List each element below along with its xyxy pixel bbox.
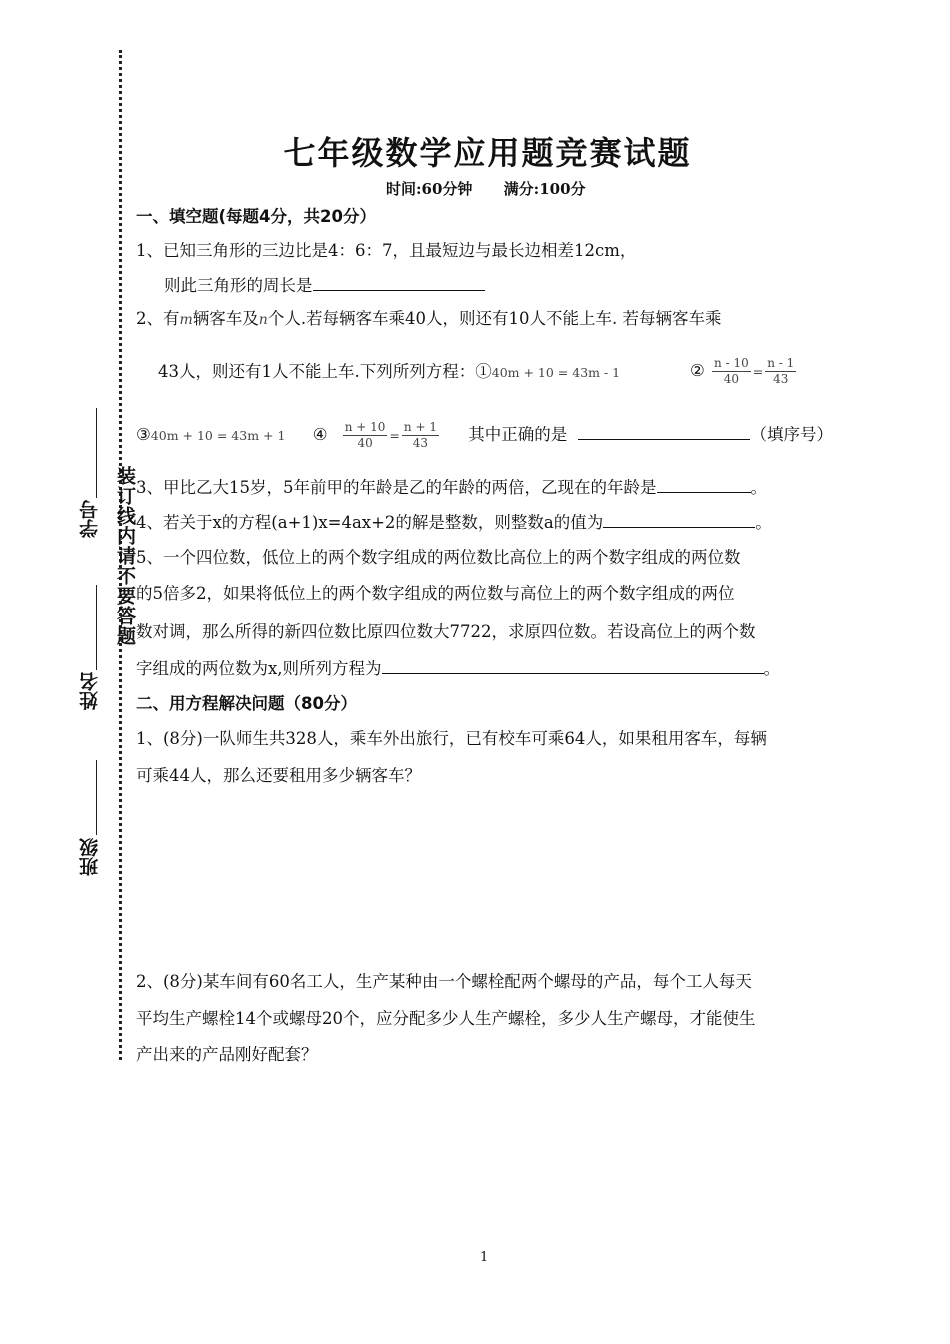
q4-answer-blank[interactable] <box>603 511 755 528</box>
q5-line3: 数对调，那么所得的新四位数比原四位数大7722，求原四位数。若设高位上的两个数 <box>136 622 756 641</box>
q4-line <box>136 509 772 533</box>
section1-heading: 一、填空题(每题4分，共20分） <box>136 207 376 226</box>
q2-var-m: m <box>179 312 193 328</box>
q2-mark-3: ③ <box>136 425 151 444</box>
q2-tail: 其中正确的是 <box>468 425 568 444</box>
q1-line1: 1、已知三角形的三边比是4：6：7，且最短边与最长边相差12cm， <box>136 241 637 260</box>
q5-line4 <box>136 655 780 679</box>
p2-line2: 平均生产螺栓14个或螺母20个，应分配多少人生产螺栓，多少人生产螺母，才能使生 <box>136 1009 756 1028</box>
class-blank-line <box>96 760 97 835</box>
q2-eq2-num-right: n - 1 <box>767 356 795 370</box>
q1-line2 <box>164 272 485 296</box>
full-score: 满分:100分 <box>503 180 586 198</box>
q2-fill-hint: （填序号） <box>750 425 833 444</box>
q2-text-b: 辆客车及 <box>192 309 259 328</box>
q2-line2 <box>158 358 620 382</box>
class-label: 班级 <box>79 838 101 876</box>
student-no-label: 学号 <box>79 500 101 538</box>
q5-period: 。 <box>763 659 781 678</box>
q5-line2: 的5倍多2，如果将低位上的两个数字组成的两位数与高位上的两个数字组成的两位 <box>136 584 735 603</box>
q2-equation-1: 40m + 10 = 43m - 1 <box>491 365 621 380</box>
q3-text: 3、甲比乙大15岁，5年前甲的年龄是乙的年龄的两倍，乙现在的年龄是 <box>136 478 657 497</box>
q2-eq2-num-left: n - 10 <box>714 356 749 370</box>
binding-notice: 装订线内请不要答题 <box>114 466 136 646</box>
q2-text-line2: 43人，则还有1人不能上车.下列所列方程：① <box>158 362 492 381</box>
q2-mark-2: ② <box>690 361 705 380</box>
q2-option2: ② $\frac{n - 10}{40}$ = $\frac{n - 1}{43}$ <box>690 356 795 386</box>
q2-eq4-num-right: n + 1 <box>403 420 437 434</box>
p1-line1: 1、(8分)一队师生共328人，乘车外出旅行，已有校车可乘64人，如果租用客车，每辆 <box>136 729 767 748</box>
page-number: 1 <box>480 1250 489 1265</box>
p1-line2: 可乘44人，那么还要租用多少辆客车？ <box>136 766 421 785</box>
q2-eq4-den-left: 40 <box>357 436 373 450</box>
q2-mark-4: ④ <box>312 425 328 444</box>
section2-heading: 二、用方程解决问题（80分） <box>136 694 357 713</box>
q2-var-n: n <box>258 312 268 328</box>
q5-line1: 5、一个四位数，低位上的两个数字组成的两位数比高位上的两个数字组成的两位数 <box>136 548 741 567</box>
time-limit: 时间:60分钟 <box>386 180 473 198</box>
q2-eq2-right-fraction <box>765 356 796 387</box>
q1-prompt: 则此三角形的周长是 <box>164 276 313 295</box>
q3-line <box>136 474 767 498</box>
q5-text: 字组成的两位数为x,则所列方程为 <box>136 659 382 678</box>
q4-text: 4、若关于x的方程(a+1)x=4ax+2的解是整数，则整数a的值为 <box>136 513 604 532</box>
q4-period: 。 <box>755 513 772 532</box>
q2-eq2-left-fraction <box>712 356 751 387</box>
q3-period: 。 <box>750 478 767 497</box>
q1-answer-blank[interactable] <box>313 274 485 291</box>
q2-answer-blank[interactable] <box>578 423 750 440</box>
q2-equation-3: 40m + 10 = 43m + 1 <box>150 428 286 443</box>
q2-text-c: 个人.若每辆客车乘40人，则还有10人不能上车. 若每辆客车乘 <box>267 309 722 328</box>
student-no-blank-line <box>96 408 97 498</box>
q2-eq4-left-fraction <box>343 420 388 451</box>
exam-info <box>386 178 612 199</box>
q2-eq2-den-right: 43 <box>773 372 789 386</box>
q2-line3: ③40m + 10 = 43m + 1 ④ $\frac{n + 10}{40}$ = $\frac{n + 1}{43}$ 其中正确的是 （填序号） <box>136 420 833 450</box>
q2-eq4-num-left: n + 10 <box>344 420 386 434</box>
name-label: 姓名 <box>79 672 101 710</box>
q2-eq4-den-right: 43 <box>412 436 429 450</box>
page-title: 七年级数学应用题竞赛试题 <box>283 134 692 172</box>
p2-line3: 产出来的产品刚好配套？ <box>136 1045 318 1064</box>
q2-eq2-den-left: 40 <box>723 372 740 386</box>
name-blank-line <box>96 585 97 670</box>
q2-text-a: 2、有 <box>136 309 180 328</box>
q5-answer-blank[interactable] <box>382 657 764 674</box>
q3-answer-blank[interactable] <box>657 476 751 493</box>
p2-line1: 2、(8分)某车间有60名工人，生产某种由一个螺栓配两个螺母的产品，每个工人每天 <box>136 972 752 991</box>
q2-line1 <box>136 305 722 329</box>
q2-eq4-right-fraction <box>402 420 439 451</box>
